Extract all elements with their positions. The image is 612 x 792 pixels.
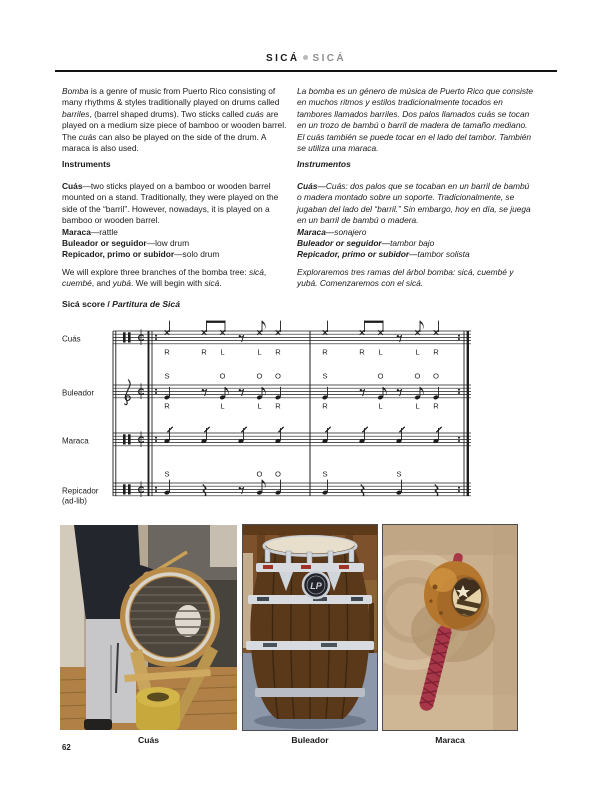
repeat-dot	[458, 490, 460, 492]
section-title-english: SICÁ	[266, 53, 300, 64]
accent-icon	[436, 427, 441, 432]
stroke-letter-above: O	[256, 469, 263, 479]
cut-time-icon: C	[137, 387, 145, 398]
system-barline	[113, 331, 114, 496]
stroke-letter-below: R	[275, 347, 281, 357]
caption-cuas: Cuás	[137, 735, 159, 745]
stroke-letter-below: R	[322, 347, 328, 357]
instrument-entry: Cuás—two sticks played on a bamboo or wooden barrel mounted on a stand. Traditionally, they were played on the side of the “barril”. However, nowadays, it is played on a bamboo or wooden barrel.	[62, 181, 279, 226]
caption-maraca: Maraca	[435, 735, 465, 745]
eighth-rest-icon	[361, 389, 365, 396]
repeat-dot	[458, 392, 460, 394]
staff-label: Repicador	[62, 486, 99, 496]
stroke-letter-above: S	[164, 469, 170, 479]
chrome-band	[255, 688, 365, 697]
stroke-letter-below: L	[220, 347, 225, 357]
stroke-letter-above: O	[275, 371, 281, 381]
eighth-rest-icon	[240, 487, 244, 494]
stroke-letter-above: O	[377, 371, 384, 381]
score-staff-3	[62, 470, 471, 506]
stroke-letter-below: L	[378, 347, 383, 357]
repeat-dot	[155, 335, 157, 337]
staff-label: Cuás	[62, 334, 81, 344]
score-staff-2	[62, 427, 471, 447]
instrument-entry: Cuás—Cuás: dos palos que se tocaban en un barril de bambú o madera montado sobre un soporte. Tradicionalmente, se jugaban del lado del “barril.” Sin embargo, hoy en día, se juega en un barril de bambú o madera.	[297, 181, 531, 226]
accent-icon	[362, 427, 367, 432]
repeat-dot	[458, 487, 460, 489]
stroke-letter-above: S	[322, 371, 328, 381]
accent-icon	[241, 427, 246, 432]
end-repeat-barline	[467, 331, 469, 496]
instrument-entry: Buleador or seguidor—tambor bajo	[297, 238, 435, 249]
stroke-letter-above: O	[256, 371, 263, 381]
cut-time-icon: C	[137, 435, 145, 446]
instrument-entry: Buleador or seguidor—low drum	[62, 238, 190, 249]
accent-icon	[399, 427, 404, 432]
accent-icon	[278, 427, 283, 432]
sica-score	[55, 318, 517, 518]
stroke-letter-above: O	[433, 371, 439, 381]
begin-repeat-barline	[152, 331, 153, 496]
staff-label: Buleador	[62, 388, 95, 398]
percussion-clef-icon	[123, 484, 126, 494]
caption-buleador: Buleador	[291, 735, 329, 745]
stroke-letter-below: R	[359, 347, 365, 357]
eighth-flag-icon	[420, 321, 424, 330]
eighth-rest-icon	[240, 389, 244, 396]
intro-paragraph-en: Bomba is a genre of music from Puerto Rico consisting of many rhythms & styles traditionally played on drums called barriles, (barrel shaped drums). Two sticks called cuás are played on a medium size piece of bamboo or wooden barrel. The cuás can also be played on the side of the drum. A maraca is also used.	[62, 86, 287, 154]
stroke-letter-below: L	[415, 401, 420, 411]
measure-barline	[310, 331, 311, 496]
photo-buleador	[243, 525, 377, 730]
accent-icon	[325, 427, 330, 432]
stroke-letter-below: L	[257, 401, 262, 411]
score-staff-0	[62, 321, 471, 357]
beam	[206, 321, 225, 323]
stroke-letter-above: S	[396, 469, 402, 479]
stroke-letter-below: R	[201, 347, 207, 357]
photo-cuas	[60, 525, 237, 730]
stroke-letter-below: R	[322, 401, 328, 411]
stroke-letter-below: L	[415, 347, 420, 357]
repeat-dot	[155, 437, 157, 439]
drum-head	[266, 537, 354, 554]
begin-repeat-barline	[148, 331, 150, 496]
eighth-rest-icon	[203, 389, 207, 396]
treble-clef-icon	[125, 380, 130, 405]
repeat-dot	[155, 338, 157, 340]
repeat-dot	[458, 437, 460, 439]
stroke-letter-above: O	[414, 371, 421, 381]
stroke-letter-below: R	[164, 347, 170, 357]
score-staff-1	[62, 372, 471, 411]
instrument-entry: Repicador, primo or subidor—tambor solista	[297, 249, 470, 260]
score-heading: Sicá score / Partitura de Sicá	[62, 299, 180, 309]
repeat-dot	[458, 335, 460, 337]
stroke-letter-below: L	[220, 401, 225, 411]
stroke-letter-below: R	[433, 347, 439, 357]
system-barline	[115, 331, 116, 496]
instrument-entry: Maraca—sonajero	[297, 226, 367, 237]
repeat-dot	[458, 338, 460, 340]
eighth-rest-icon	[240, 335, 244, 342]
beam	[364, 321, 383, 323]
end-repeat-barline	[464, 331, 465, 496]
accent-icon	[167, 427, 172, 432]
percussion-clef-icon	[123, 332, 126, 342]
stroke-letter-below: L	[257, 347, 262, 357]
cut-time-icon: C	[137, 485, 145, 496]
repeat-dot	[458, 440, 460, 442]
instruments-heading-es: Instrumentos	[297, 159, 351, 169]
stroke-letter-below: R	[164, 401, 170, 411]
repeat-dot	[155, 487, 157, 489]
page-number: 62	[62, 743, 71, 752]
separator-dot-icon	[303, 55, 308, 60]
shoe	[84, 719, 112, 730]
cut-time-icon: C	[137, 333, 145, 344]
instruments-list-es	[297, 181, 535, 261]
stroke-letter-above: O	[275, 469, 281, 479]
section-title-spanish: SICÁ	[312, 53, 346, 64]
repeat-dot	[155, 392, 157, 394]
closing-paragraph-en: We will explore three branches of the bomba tree: sicá, cuembé, and yubá. We will begin with sicá.	[62, 267, 267, 289]
stroke-letter-below: R	[433, 401, 439, 411]
stroke-letter-above: S	[164, 371, 170, 381]
eighth-rest-icon	[398, 335, 402, 342]
instrument-entry: Maraca—rattle	[62, 226, 118, 237]
percussion-clef-icon	[123, 434, 126, 444]
lp-logo-text: LP	[310, 581, 322, 591]
stroke-letter-below: L	[378, 401, 383, 411]
eighth-flag-icon	[262, 321, 266, 330]
closing-paragraph-es: Exploraremos tres ramas del árbol bomba: sicá, cuembé y yubá. Comenzaremos con el sicá.	[297, 267, 514, 289]
stroke-letter-above: O	[219, 371, 226, 381]
intro-paragraph-es: La bomba es un género de música de Puerto Rico que consiste en muchos ritmos y estilos tradicionalmente tocados en tambores llamados barriles. Dos palos llamados cuás se tocan en un trozo de bambú o barril de madera de tamaño mediano. El cuás también se puede tocar en el lado del tambor. También se utiliza una maraca.	[297, 86, 534, 154]
eighth-flag-icon	[262, 480, 266, 489]
instruments-heading-en: Instruments	[62, 159, 111, 169]
stroke-letter-below: R	[275, 401, 281, 411]
eighth-rest-icon	[398, 389, 402, 396]
photo-maraca	[383, 525, 517, 730]
english-column	[62, 0, 289, 154]
repeat-dot	[155, 490, 157, 492]
staff-label-2: (ad-lib)	[62, 496, 87, 506]
repeat-dot	[155, 389, 157, 391]
repeat-dot	[458, 389, 460, 391]
instrument-entry: Repicador, primo or subidor—solo drum	[62, 249, 220, 260]
repeat-dot	[155, 440, 157, 442]
accent-icon	[204, 427, 209, 432]
stroke-letter-above: S	[322, 469, 328, 479]
instruments-list-en	[62, 181, 289, 261]
staff-label: Maraca	[62, 436, 89, 446]
